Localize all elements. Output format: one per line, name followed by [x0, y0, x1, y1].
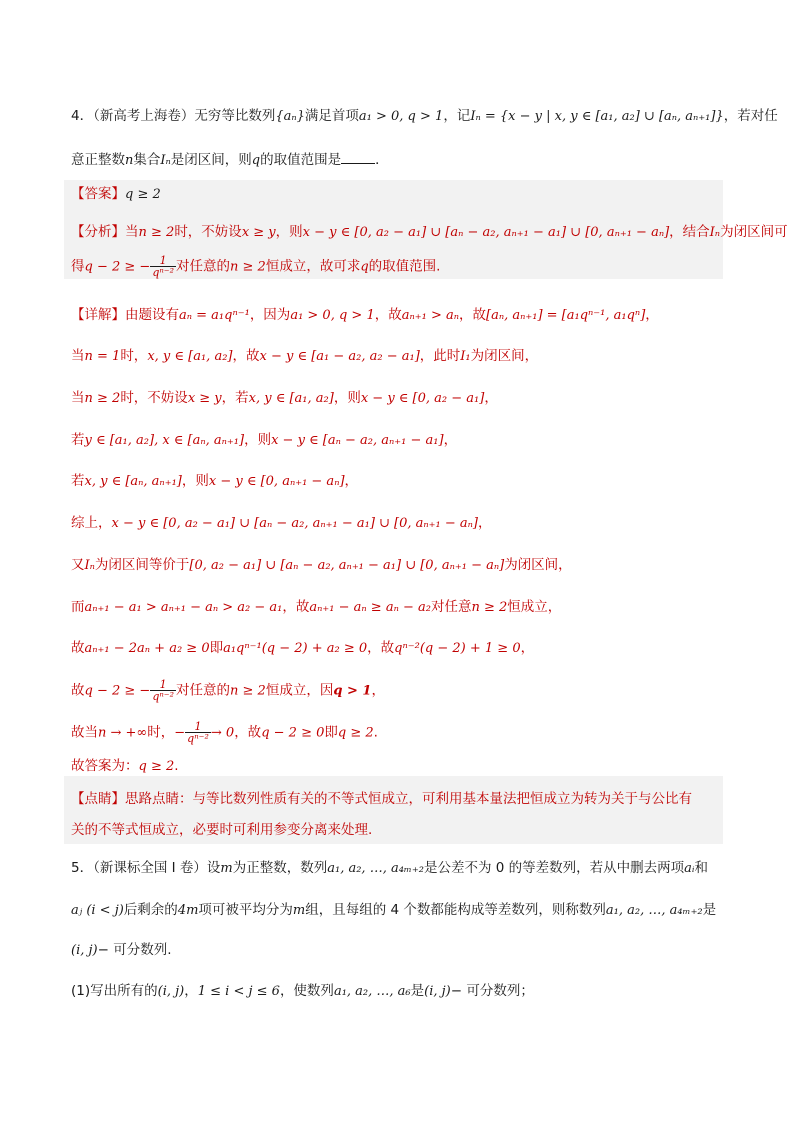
analysis-line-2: 得q − 2 ≥ − $\frac{1}{\text{qⁿ⁻²}}$ 对任意的n ≥ 2恒成立，故可求q的取值范围. — [71, 254, 441, 279]
q5-line-4: (1)写出所有的(i, j)，1 ≤ i < j ≤ 6，使数列a₁, a₂, …, a₆是(i, j)− 可分数列； — [71, 983, 534, 999]
detail-line-3: 当n ≥ 2时，不妨设x ≥ y，若x, y ∈ [a₁, a₂]，则x − y ∈ [0, a₂ − a₁]， — [71, 390, 498, 406]
detail-line-2: 当n = 1时，x, y ∈ [a₁, a₂]，故x − y ∈ [a₁ − a₂, a₂ − a₁]，此时I₁为闭区间， — [71, 348, 539, 364]
q5-line-1: 5．（新课标全国 I 卷）设m为正整数，数列a₁, a₂, …, a₄ₘ₊₂是公差不为 0 的等差数列，若从中删去两项aᵢ和 — [71, 860, 709, 876]
answer-line: 【答案】q ≥ 2 — [71, 186, 161, 202]
detail-line-7: 又Iₙ为闭区间等价于[0, a₂ − a₁] ∪ [aₙ − a₂, aₙ₊₁ − a₁] ∪ [0, aₙ₊₁ − aₙ]为闭区间， — [71, 557, 572, 573]
detail-line-5: 若x, y ∈ [aₙ, aₙ₊₁]，则x − y ∈ [0, aₙ₊₁ − aₙ]， — [71, 473, 359, 489]
detail-line-1: 【详解】由题设有aₙ = a₁qⁿ⁻¹，因为a₁ > 0, q > 1，故aₙ₊₁ > aₙ，故[aₙ, aₙ₊₁] = [a₁qⁿ⁻¹, a₁qⁿ]， — [71, 307, 659, 323]
detail-line-8: 而aₙ₊₁ − a₁ > aₙ₊₁ − aₙ > a₂ − a₁，故aₙ₊₁ − aₙ ≥ aₙ − a₂对任意n ≥ 2恒成立， — [71, 599, 562, 615]
q4-line-1: 4．（新高考上海卷）无穷等比数列{aₙ}满足首项a₁ > 0, q > 1，记Iₙ = {x − y | x, y ∈ [a₁, a₂] ∪ [aₙ, aₙ₊₁]}，若对任 — [71, 108, 778, 124]
analysis-line-1: 【分析】当n ≥ 2时，不妨设x ≥ y，则x − y ∈ [0, a₂ − a₁] ∪ [aₙ − a₂, aₙ₊₁ − a₁] ∪ [0, aₙ₊₁ − aₙ]，结合Iₙ为闭区间可 — [71, 224, 788, 240]
detail-line-9: 故aₙ₊₁ − 2aₙ + a₂ ≥ 0即a₁qⁿ⁻¹(q − 2) + a₂ ≥ 0，故qⁿ⁻²(q − 2) + 1 ≥ 0， — [71, 640, 535, 656]
detail-line-10: 故q − 2 ≥ − $\frac{1}{\text{qⁿ⁻²}}$ 对任意的n ≥ 2恒成立，因q > 1， — [71, 678, 385, 703]
detail-line-12: 故答案为：q ≥ 2. — [71, 758, 179, 774]
fraction: $\frac{1}{\text{qⁿ⁻²}}$ — [152, 254, 175, 279]
fraction: $\frac{1}{\text{qⁿ⁻²}}$ — [187, 720, 209, 745]
tip-line-1: 【点睛】思路点睛：与等比数列性质有关的不等式恒成立，可利用基本量法把恒成立为转为关于与公比有 — [71, 791, 692, 807]
q5-line-2: aⱼ (i < j)后剩余的4m项可被平均分为m组，且每组的 4 个数都能构成等差数列，则称数列a₁, a₂, …, a₄ₘ₊₂是 — [71, 902, 717, 918]
tip-line-2: 关的不等式恒成立，必要时可利用参变分离来处理. — [71, 822, 373, 838]
detail-line-6: 综上，x − y ∈ [0, a₂ − a₁] ∪ [aₙ − a₂, aₙ₊₁ − a₁] ∪ [0, aₙ₊₁ − aₙ]， — [71, 515, 492, 531]
q4-line-2: 意正整数n集合Iₙ是闭区间，则q的取值范围是 ． — [71, 152, 389, 168]
q5-line-3: (i, j)− 可分数列. — [71, 942, 172, 958]
answer-blank — [341, 150, 375, 164]
fraction: $\frac{1}{\text{qⁿ⁻²}}$ — [152, 678, 175, 703]
detail-line-4: 若y ∈ [a₁, a₂], x ∈ [aₙ, aₙ₊₁]，则x − y ∈ [aₙ − a₂, aₙ₊₁ − a₁]， — [71, 432, 458, 448]
detail-line-11: 故当n → +∞时，− $\frac{1}{\text{qⁿ⁻²}}$ → 0，故q − 2 ≥ 0即q ≥ 2. — [71, 720, 378, 745]
